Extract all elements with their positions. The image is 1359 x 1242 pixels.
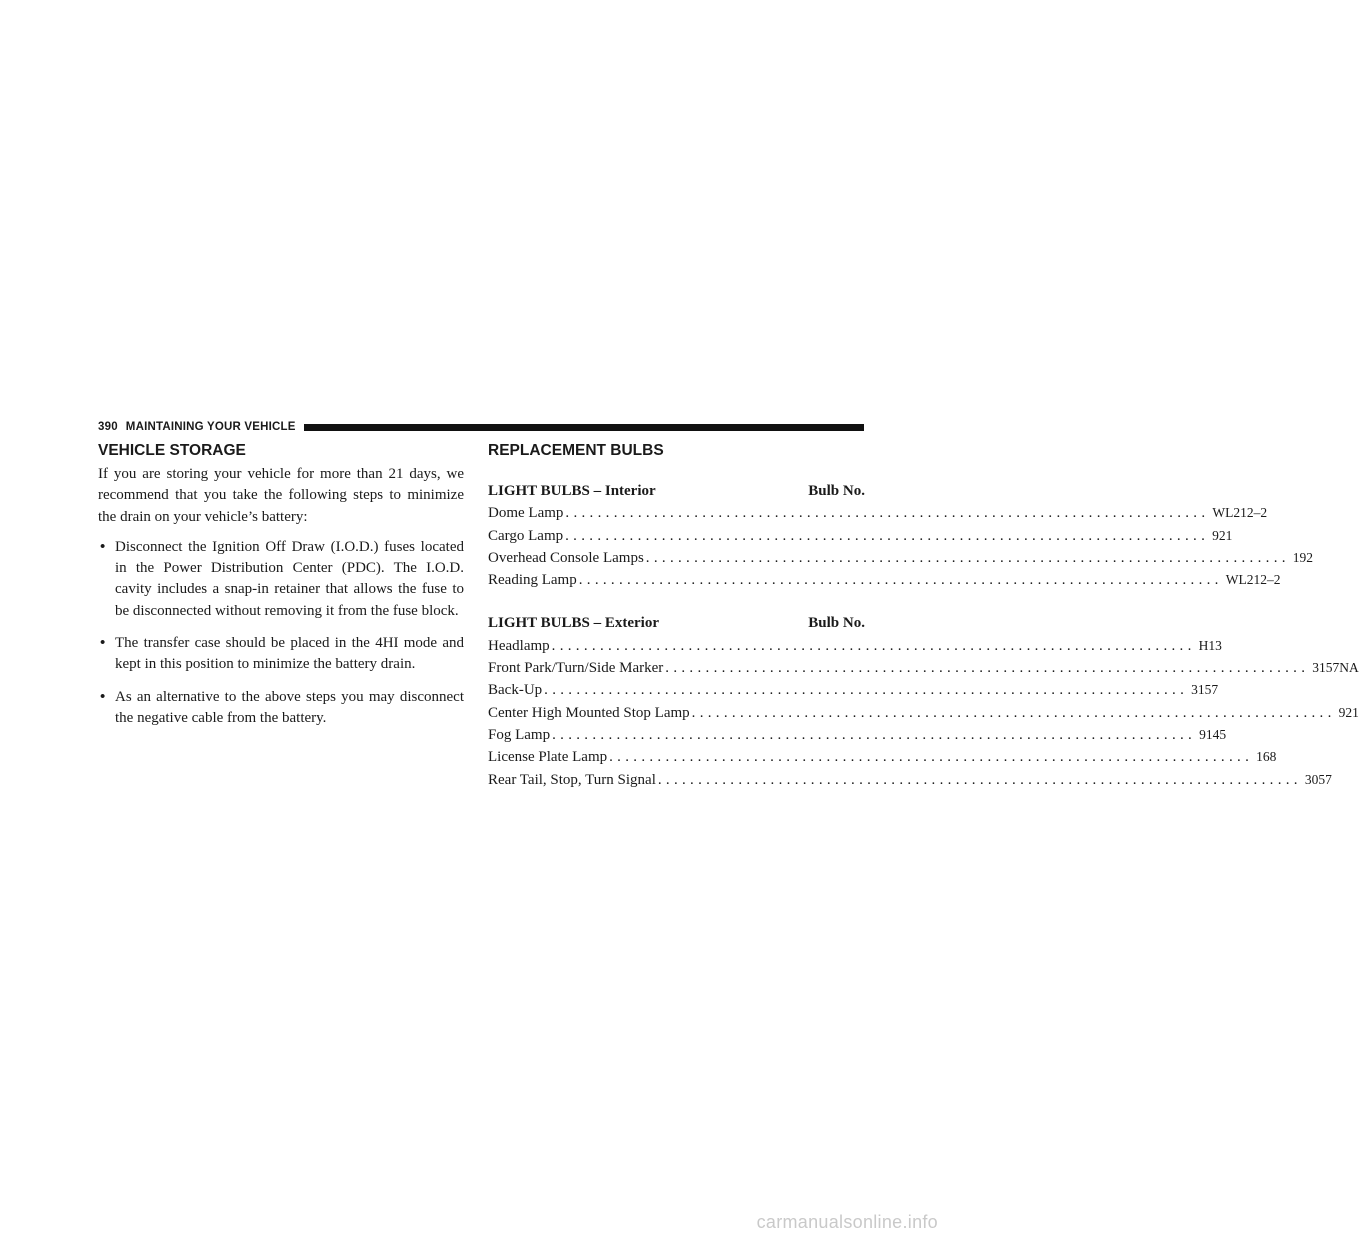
- bulb-location: Rear Tail, Stop, Turn Signal: [488, 771, 656, 788]
- vehicle-storage-intro: If you are storing your vehicle for more than 21 days, we recommend that you take the following steps to minimize the drain on your vehicle’s battery:: [98, 466, 464, 525]
- table-row: [488, 547, 1314, 569]
- bulb-location: Dome Lamp: [488, 505, 564, 522]
- bulb-location: Center High Mounted Stop Lamp: [488, 704, 690, 721]
- table-header: [488, 613, 865, 634]
- bulb-location: Reading Lamp: [488, 572, 577, 589]
- table-row: [488, 724, 1227, 746]
- bulb-number: WL212–2: [1225, 572, 1281, 588]
- table-row: [488, 657, 1359, 679]
- interior-bulbs-table: [488, 481, 1314, 591]
- list-item: [98, 687, 464, 730]
- dot-leader: ................................................................................: [665, 660, 1310, 677]
- table-row: [488, 525, 1233, 547]
- list-item-text: Disconnect the Ignition Off Draw (I.O.D.) fuses located in the Power Distribution Center (PDC). The I.O.D. cavity includes a snap-in retainer that allows the fuse to be disconnected without removing it from the fuse block.: [115, 538, 464, 619]
- bullet-icon: •: [100, 688, 106, 705]
- table-row: [488, 769, 1332, 791]
- exterior-bulbs-table: [488, 613, 1359, 790]
- bulb-location: License Plate Lamp: [488, 749, 608, 766]
- dot-leader: ................................................................................: [609, 749, 1254, 766]
- bulb-number: 921: [1212, 527, 1233, 543]
- vehicle-storage-steps: [98, 537, 464, 729]
- list-item: [98, 537, 464, 622]
- dot-leader: ................................................................................: [691, 704, 1336, 721]
- table-row: [488, 746, 1277, 768]
- bulb-location: Cargo Lamp: [488, 527, 564, 544]
- bulb-number: 168: [1256, 749, 1277, 765]
- page-header: [98, 420, 864, 434]
- list-item: [98, 633, 464, 676]
- bulb-no-heading: Bulb No.: [808, 615, 865, 632]
- bulb-location: Headlamp: [488, 637, 550, 654]
- dot-leader: ................................................................................: [657, 771, 1302, 788]
- bulb-number: 9145: [1199, 726, 1227, 742]
- table-row: [488, 635, 1222, 657]
- exterior-heading: LIGHT BULBS – Exterior: [488, 615, 659, 632]
- vehicle-storage-title: VEHICLE STORAGE: [98, 442, 246, 459]
- dot-leader: ................................................................................: [565, 527, 1210, 544]
- bulb-location: Front Park/Turn/Side Marker: [488, 660, 664, 677]
- bulb-number: WL212–2: [1212, 505, 1268, 521]
- bulb-location: Back-Up: [488, 682, 543, 699]
- bullet-icon: •: [100, 538, 106, 555]
- table-row: [488, 702, 1359, 724]
- bulb-number: 3157: [1191, 682, 1219, 698]
- replacement-bulbs-title: REPLACEMENT BULBS: [488, 442, 664, 459]
- table-row: [488, 502, 1268, 524]
- page-number: 390: [98, 421, 118, 433]
- dot-leader: ................................................................................: [645, 549, 1290, 566]
- bulb-number: 921: [1338, 704, 1359, 720]
- bulb-number: 3157NA: [1312, 660, 1359, 676]
- dot-leader: ................................................................................: [565, 505, 1210, 522]
- dot-leader: ................................................................................: [578, 572, 1223, 589]
- bulb-number: 3057: [1304, 771, 1332, 787]
- bullet-icon: •: [100, 635, 106, 652]
- watermark: carmanualsonline.info: [756, 1212, 938, 1232]
- list-item-text: As an alternative to the above steps you may disconnect the negative cable from the battery.: [115, 688, 464, 726]
- bulb-location: Overhead Console Lamps: [488, 549, 644, 566]
- replacement-bulbs-section: [488, 441, 1359, 791]
- bulb-no-heading: Bulb No.: [808, 483, 865, 499]
- dot-leader: ................................................................................: [551, 637, 1196, 654]
- interior-heading: LIGHT BULBS – Interior: [488, 483, 656, 499]
- bulb-location: Fog Lamp: [488, 726, 551, 743]
- header-rule: [304, 424, 864, 431]
- table-row: [488, 569, 1281, 591]
- list-item-text: The transfer case should be placed in the 4HI mode and kept in this position to minimize the battery drain.: [115, 635, 464, 673]
- dot-leader: ................................................................................: [544, 682, 1189, 699]
- table-header: [488, 481, 865, 502]
- section-name: MAINTAINING YOUR VEHICLE: [125, 421, 296, 433]
- header-text: [98, 421, 296, 433]
- dot-leader: ................................................................................: [552, 726, 1197, 743]
- table-row: [488, 679, 1219, 701]
- bulb-number: H13: [1198, 637, 1222, 653]
- bulb-number: 192: [1292, 549, 1314, 565]
- vehicle-storage-section: [98, 441, 464, 740]
